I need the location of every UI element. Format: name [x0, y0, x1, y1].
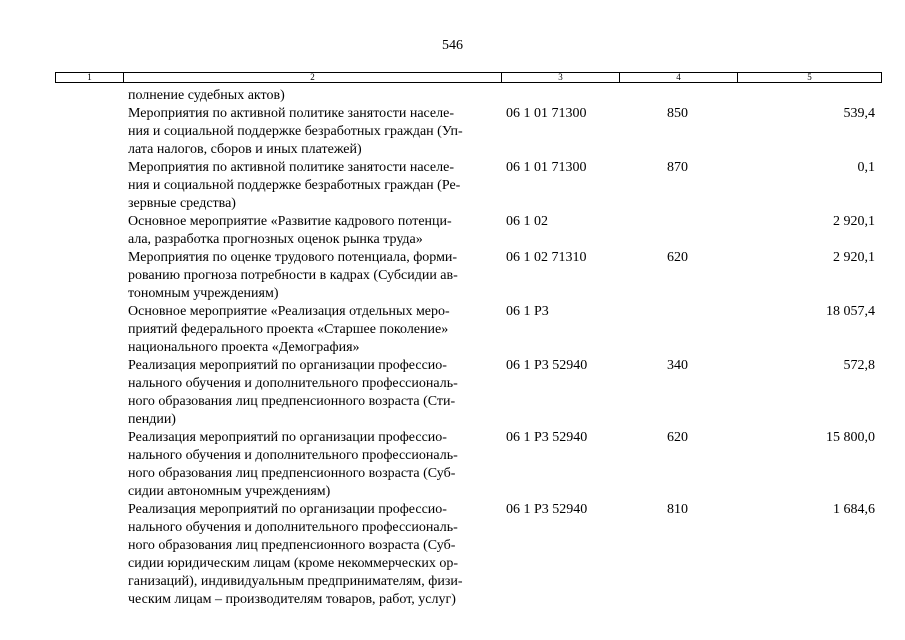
header-col-3: 3 — [502, 73, 620, 82]
row-expense-type: 620 — [667, 430, 688, 445]
row-code: 06 1 01 71300 — [506, 106, 587, 121]
row-name-line: Реализация мероприятий по организации профессио- — [128, 502, 447, 517]
row-name — [128, 501, 486, 609]
row-name-line: Мероприятия по активной политике занятости населе- — [128, 106, 454, 121]
row-name-line: ного образования лиц предпенсионного возраста (Суб- — [128, 466, 456, 481]
row-name-line: пендии) — [128, 412, 176, 427]
table-header — [55, 72, 882, 83]
row-expense-type: 850 — [667, 106, 688, 121]
row-name-line: Мероприятия по оценке трудового потенциала, форми- — [128, 250, 458, 265]
row-sum: 1 684,6 — [833, 502, 875, 517]
header-col-4: 4 — [620, 73, 738, 82]
header-col-5: 5 — [807, 72, 812, 82]
row-code: 06 1 P3 — [506, 304, 549, 319]
row-name — [128, 87, 486, 105]
row-name-line: тономным учреждениям) — [128, 286, 279, 301]
row-name-line: полнение судебных актов) — [128, 88, 285, 103]
row-name — [128, 357, 486, 429]
row-code: 06 1 01 71300 — [506, 160, 587, 175]
row-name — [128, 159, 486, 213]
row-name-line: ного образования лиц предпенсионного возраста (Сти- — [128, 394, 456, 409]
row-name — [128, 249, 486, 303]
row-name — [128, 303, 486, 357]
row-name — [128, 213, 486, 249]
row-code: 06 1 P3 52940 — [506, 502, 588, 517]
row-sum: 0,1 — [857, 160, 875, 175]
row-name-line: ческим лицам – производителям товаров, работ, услуг) — [128, 592, 456, 607]
row-name — [128, 429, 486, 501]
row-name-line: нального обучения и дополнительного профессиональ- — [128, 520, 458, 535]
row-name-line: ния и социальной поддержке безработных граждан (Ре- — [128, 178, 461, 193]
row-sum: 2 920,1 — [833, 250, 875, 265]
row-sum: 572,8 — [843, 358, 875, 373]
row-name-line: сидии автономным учреждениям) — [128, 484, 331, 499]
row-name-line: ного образования лиц предпенсионного возраста (Суб- — [128, 538, 456, 553]
row-name-line: нального обучения и дополнительного профессиональ- — [128, 376, 458, 391]
row-expense-type: 620 — [667, 250, 688, 265]
row-name-line: сидии юридическим лицам (кроме некоммерческих ор- — [128, 556, 459, 571]
header-col-1: 1 — [56, 73, 124, 82]
row-sum: 2 920,1 — [833, 214, 875, 229]
row-name-line: ала, разработка прогнозных оценок рынка труда» — [128, 232, 423, 247]
row-sum: 15 800,0 — [826, 430, 875, 445]
row-code: 06 1 02 71310 — [506, 250, 587, 265]
row-name-line: Основное мероприятие «Реализация отдельных меро- — [128, 304, 450, 319]
row-name-line: лата налогов, сборов и иных платежей) — [128, 142, 362, 157]
row-sum: 539,4 — [843, 106, 875, 121]
page-number: 546 — [442, 38, 463, 53]
row-name-line: Основное мероприятие «Развитие кадрового потенци- — [128, 214, 452, 229]
row-name-line: нального обучения и дополнительного профессиональ- — [128, 448, 458, 463]
header-col-2: 2 — [124, 73, 502, 82]
row-expense-type: 340 — [667, 358, 688, 373]
row-code: 06 1 P3 52940 — [506, 358, 588, 373]
row-name-line: национального проекта «Демография» — [128, 340, 360, 355]
row-name-line: рованию прогноза потребности в кадрах (Субсидии ав- — [128, 268, 458, 283]
row-name-line: приятий федерального проекта «Старшее поколение» — [128, 322, 449, 337]
row-name-line: ния и социальной поддержке безработных граждан (Уп- — [128, 124, 463, 139]
row-code: 06 1 P3 52940 — [506, 430, 588, 445]
row-expense-type: 810 — [667, 502, 688, 517]
row-name-line: Реализация мероприятий по организации профессио- — [128, 430, 447, 445]
row-name-line: Мероприятия по активной политике занятости населе- — [128, 160, 454, 175]
row-code: 06 1 02 — [506, 214, 548, 229]
row-expense-type: 870 — [667, 160, 688, 175]
row-name — [128, 105, 486, 159]
row-name-line: Реализация мероприятий по организации профессио- — [128, 358, 447, 373]
row-name-line: ганизаций), индивидуальным предпринимателям, физи- — [128, 574, 463, 589]
row-name-line: зервные средства) — [128, 196, 236, 211]
row-sum: 18 057,4 — [826, 304, 875, 319]
